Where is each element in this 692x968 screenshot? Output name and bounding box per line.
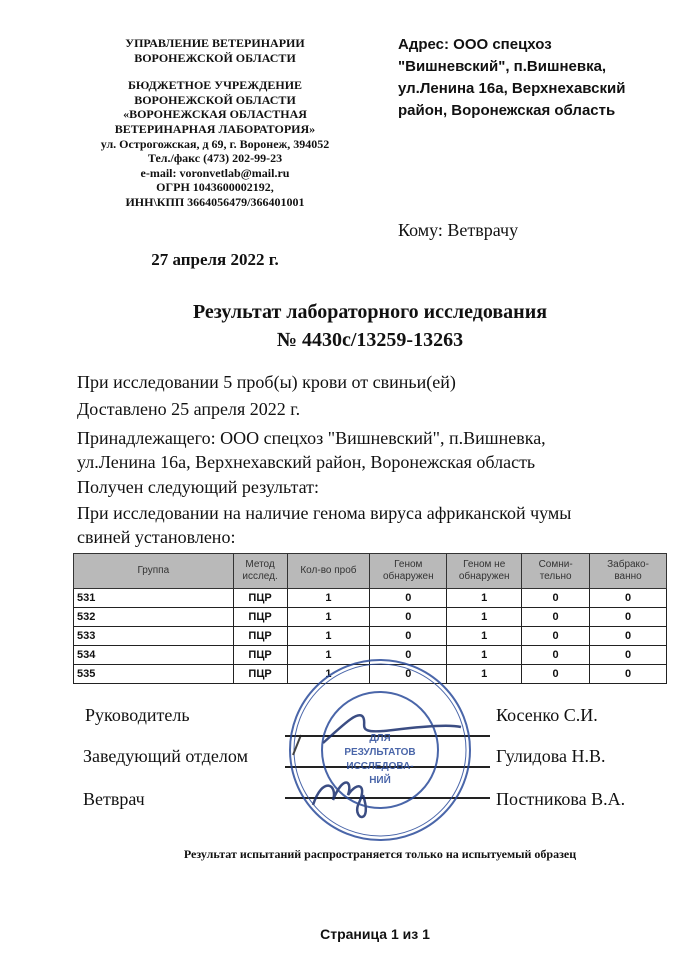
- address-line: Адрес: ООО спецхоз: [398, 36, 552, 53]
- header-text: Геном: [394, 559, 423, 570]
- org-line: ВОРОНЕЖСКОЙ ОБЛАСТИ: [134, 50, 296, 65]
- org-line: БЮДЖЕТНОЕ УЧРЕЖДЕНИЕ: [127, 78, 303, 93]
- table-cell: 0: [522, 646, 590, 665]
- svg-text:ИССЛЕДОВА-: ИССЛЕДОВА-: [346, 761, 414, 772]
- table-cell: 0: [370, 627, 447, 646]
- header-text: Группа: [137, 565, 170, 576]
- table-cell: ПЦР: [233, 589, 287, 608]
- address-line: район, Воронежская область: [398, 102, 616, 119]
- header-text: Геном не: [463, 559, 506, 570]
- column-header: [74, 554, 234, 589]
- header-text: обнаружен: [458, 571, 510, 582]
- column-header: [447, 554, 522, 589]
- body-line: ул.Ленина 16а, Верхнехавский район, Воронежская область: [77, 452, 536, 472]
- table-cell: 0: [522, 589, 590, 608]
- document-number: № 4430с/13259-13263: [276, 329, 464, 351]
- table-cell: 0: [590, 627, 667, 646]
- table-row: [74, 608, 667, 627]
- document-date: 27 апреля 2022 г.: [151, 250, 279, 269]
- body-line: Доставлено 25 апреля 2022 г.: [77, 399, 301, 419]
- table-header-row: [74, 554, 667, 589]
- org-line: ОГРН 1043600002192,: [156, 180, 274, 195]
- document-title: [100, 298, 640, 354]
- table-cell: 531: [74, 589, 234, 608]
- recipient: Кому: Ветврачу: [398, 220, 519, 240]
- svg-text:ДЛЯ: ДЛЯ: [369, 733, 391, 744]
- svg-text:НИЙ: НИЙ: [369, 775, 391, 786]
- table-cell: 532: [74, 608, 234, 627]
- header-text: обнаружен: [382, 571, 434, 582]
- table-cell: 0: [370, 608, 447, 627]
- header-text: Метод: [245, 559, 275, 570]
- table-cell: 0: [590, 608, 667, 627]
- table-cell: 0: [370, 589, 447, 608]
- table-cell: 0: [590, 646, 667, 665]
- body-line: свиней установлено:: [77, 527, 236, 547]
- table-row: [74, 627, 667, 646]
- org-line: ВОРОНЕЖСКОЙ ОБЛАСТИ: [134, 92, 296, 107]
- table-cell: 534: [74, 646, 234, 665]
- column-header: [287, 554, 370, 589]
- signatory-name: Косенко С.И.: [496, 705, 598, 725]
- column-header: [233, 554, 287, 589]
- svg-text:РЕЗУЛЬТАТОВ: РЕЗУЛЬТАТОВ: [344, 747, 416, 758]
- body-line: При исследовании 5 проб(ы) крови от свиньи(ей): [77, 372, 456, 392]
- body-line: При исследовании на наличие генома вируса африканской чумы: [77, 503, 572, 523]
- table-cell: ПЦР: [233, 608, 287, 627]
- table-cell: ПЦР: [233, 627, 287, 646]
- org-line: «ВОРОНЕЖСКАЯ ОБЛАСТНАЯ: [123, 107, 307, 122]
- org-line: Тел./факс (473) 202-99-23: [147, 151, 283, 166]
- header-text: Забрако-: [607, 559, 649, 570]
- signatory-name: Гулидова Н.В.: [496, 746, 606, 766]
- organization-header: [95, 36, 335, 210]
- org-line: e-mail: voronvetlab@mail.ru: [140, 165, 290, 180]
- header-text: ванно: [614, 571, 642, 582]
- body-line: Получен следующий результат:: [77, 477, 320, 497]
- table-cell: 533: [74, 627, 234, 646]
- table-cell: 1: [287, 608, 370, 627]
- org-line: ИНН\КПП 3664056479/366401001: [125, 194, 305, 209]
- table-cell: 1: [287, 665, 370, 684]
- table-cell: ПЦР: [233, 646, 287, 665]
- table-cell: 1: [287, 627, 370, 646]
- signature-role: Руководитель: [85, 705, 190, 725]
- disclaimer-note: Результат испытаний распространяется только на испытуемый образец: [183, 847, 577, 861]
- column-header: [522, 554, 590, 589]
- org-line: ВЕТЕРИНАРНАЯ ЛАБОРАТОРИЯ»: [114, 121, 316, 136]
- address-line: ул.Ленина 16а, Верхнехавский: [398, 80, 626, 97]
- table-cell: 1: [287, 646, 370, 665]
- table-cell: 535: [74, 665, 234, 684]
- table-cell: 0: [370, 646, 447, 665]
- table-cell: 1: [447, 589, 522, 608]
- org-line: УПРАВЛЕНИЕ ВЕТЕРИНАРИИ: [125, 36, 305, 50]
- signature-role: Заведующий отделом: [83, 746, 248, 766]
- header-text: Сомни-: [538, 559, 573, 570]
- body-line: Принадлежащего: ООО спецхоз "Вишневский", п.Вишневка,: [77, 428, 546, 448]
- table-cell: 0: [522, 608, 590, 627]
- signatory-name: Постникова В.А.: [496, 789, 626, 809]
- table-row: [74, 589, 667, 608]
- table-cell: 0: [370, 665, 447, 684]
- column-header: [590, 554, 667, 589]
- table-cell: 0: [590, 665, 667, 684]
- table-cell: 1: [447, 627, 522, 646]
- page-number: Страница 1 из 1: [320, 926, 430, 942]
- address-line: "Вишневский", п.Вишневка,: [398, 58, 607, 75]
- title-line: Результат лабораторного исследования: [192, 301, 548, 323]
- column-header: [370, 554, 447, 589]
- header-text: Кол-во проб: [300, 565, 357, 576]
- signature-role: Ветврач: [83, 789, 145, 809]
- table-cell: 1: [447, 646, 522, 665]
- table-cell: 1: [287, 589, 370, 608]
- official-stamp: [283, 655, 483, 845]
- table-cell: 1: [447, 608, 522, 627]
- org-line: ул. Острогожская, д 69, г. Воронеж, 394052: [100, 136, 330, 151]
- header-text: исслед.: [242, 571, 278, 582]
- table-cell: ПЦР: [233, 665, 287, 684]
- table-cell: 0: [522, 665, 590, 684]
- table-cell: 1: [447, 665, 522, 684]
- table-cell: 0: [522, 627, 590, 646]
- table-cell: 0: [590, 589, 667, 608]
- header-text: тельно: [539, 571, 572, 582]
- recipient-address: [398, 34, 668, 122]
